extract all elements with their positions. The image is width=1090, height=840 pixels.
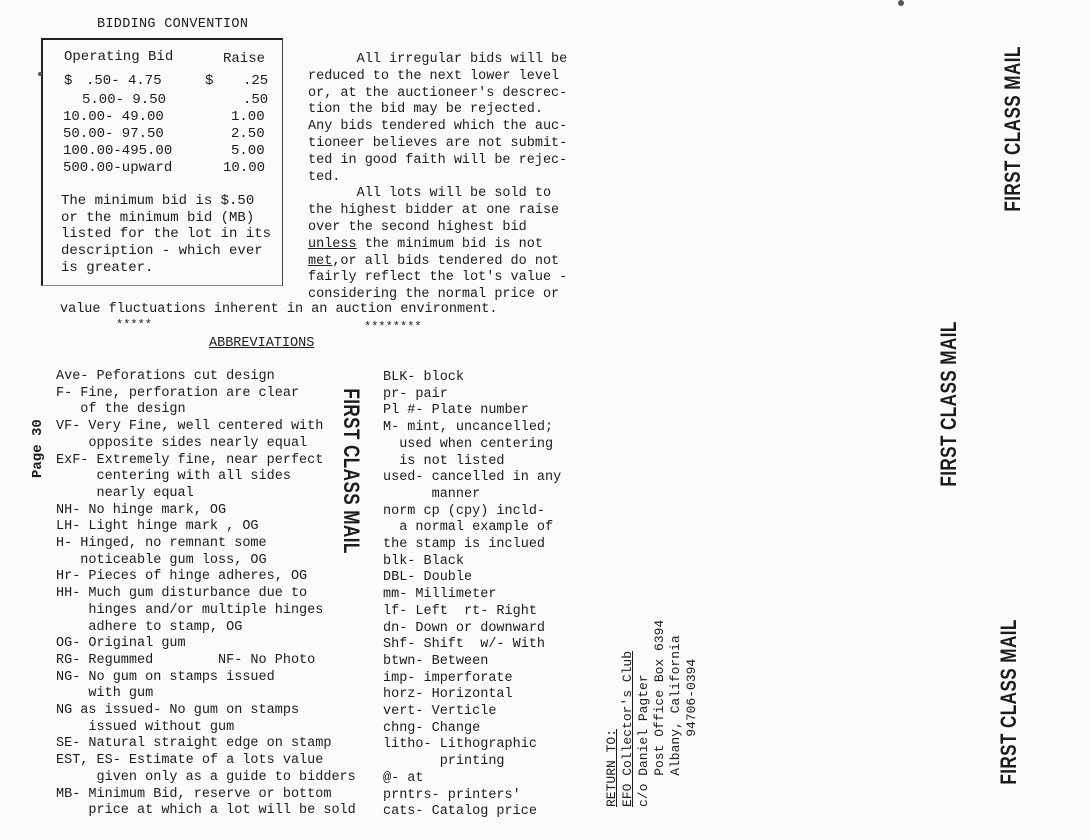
min-bid-line: or the minimum bid (MB) <box>61 209 255 226</box>
para-line: considering the normal price or <box>308 287 560 303</box>
abbreviation-line: centering with all sides <box>56 469 291 485</box>
abbreviation-line: hinges and/or multiple hinges <box>56 602 324 618</box>
first-class-mail-text: FIRST CLASS MAIL <box>339 388 364 554</box>
para-line: or, at the auctioneer's descrec- <box>308 85 568 101</box>
abbreviation-line: used when centering <box>383 436 554 452</box>
raise-dollar-sign: $ <box>205 73 214 89</box>
return-line: 94706-0394 <box>684 658 699 807</box>
para-line: ted. <box>308 169 341 185</box>
stray-mark <box>38 72 42 76</box>
abbreviations-left-column <box>56 369 356 820</box>
bid-dollar-sign: $ <box>64 73 73 89</box>
stray-mark <box>898 0 904 6</box>
para-line: All irregular bids will be <box>308 52 568 67</box>
raise-amount: 5.00 <box>231 143 265 159</box>
para-line: reduced to the next lower level <box>308 68 560 84</box>
abbreviation-line: noticeable gum loss, OG <box>56 552 267 568</box>
first-class-mail-label-3 <box>936 298 962 510</box>
raise-amount: 2.50 <box>231 126 265 142</box>
unless-word: unless <box>308 236 357 252</box>
abbreviation-line: M- mint, uncancelled; <box>383 420 554 436</box>
abbreviation-line: dn- Down or downward <box>383 620 546 636</box>
abbreviation-line: opposite sides nearly equal <box>56 435 308 451</box>
abbreviation-line: the stamp is inclued <box>383 537 546 553</box>
first-class-mail-text: FIRST CLASS MAIL <box>936 321 961 487</box>
abbreviation-line: chng- Change <box>383 720 481 736</box>
first-class-mail-text: FIRST CLASS MAIL <box>996 619 1021 785</box>
para-line: All lots will be sold to <box>308 186 552 202</box>
raise-amount: .25 <box>243 73 269 89</box>
abbreviation-line: with gum <box>56 686 154 702</box>
abbreviation-line: prntrs- printers' <box>383 787 521 803</box>
abbreviation-line: horz- Horizontal <box>383 687 513 703</box>
para-line-met <box>308 254 567 271</box>
abbreviation-line: printing <box>383 754 505 770</box>
min-bid-line: listed for the lot in its <box>61 226 272 243</box>
para-line: Any bids tendered which the auc- <box>308 119 568 135</box>
abbreviations-title: ABBREVIATIONS <box>209 336 315 351</box>
min-bid-line: description - which ever <box>61 243 263 260</box>
abbreviation-line: Shf- Shift w/- With <box>383 637 546 653</box>
min-bid-line: is greater. <box>61 259 154 276</box>
para-line-unless <box>308 237 567 254</box>
abbreviation-line: btwn- Between <box>383 653 489 669</box>
abbreviation-line: RG- Regummed NF- No Photo <box>56 652 316 668</box>
abbreviation-line: MB- Minimum Bid, reserve or bottom <box>56 786 332 802</box>
operating-bid-range: 500.00-upward <box>63 160 173 176</box>
para-line: tioneer believes are not submit- <box>308 135 568 151</box>
abbreviation-line: DBL- Double <box>383 570 473 586</box>
abbreviation-line: lf- Left rt- Right <box>383 603 537 619</box>
minimum-bid-note <box>61 193 271 277</box>
return-line: Albany, California <box>668 635 683 807</box>
abbreviation-line: SE- Natural straight edge on stamp <box>56 736 332 752</box>
abbreviation-line: manner <box>383 486 481 502</box>
para-line: ted in good faith will be rejec- <box>308 152 568 168</box>
abbreviation-line: Hr- Pieces of hinge adheres, OG <box>56 569 308 585</box>
abbreviation-line: norm cp (cpy) incld- <box>383 503 546 519</box>
raise-amount: 10.00 <box>223 160 266 176</box>
abbreviation-line: is not listed <box>383 453 505 469</box>
abbreviation-line: LH- Light hinge mark , OG <box>56 519 259 535</box>
return-line: EFO Collector's Club <box>620 650 635 807</box>
first-class-mail-label-2 <box>1000 23 1026 235</box>
bidding-rules-paragraph <box>308 52 567 304</box>
abbreviation-line: litho- Lithographic <box>383 737 537 753</box>
abbreviation-line: cats- Catalog price <box>383 804 537 820</box>
abbreviation-line: NH- No hinge mark, OG <box>56 502 227 518</box>
separator-stars-right: ******** <box>364 320 422 334</box>
abbreviation-line: NG- No gum on stamps issued <box>56 669 275 685</box>
para-line: the highest bidder at one raise <box>308 203 560 219</box>
abbreviation-line: imp- imperforate <box>383 670 513 686</box>
abbreviation-line: nearly equal <box>56 485 194 501</box>
first-class-mail-label-1 <box>338 365 364 577</box>
abbreviation-line: price at which a lot will be sold <box>56 803 356 819</box>
operating-bid-range: 50.00- 97.50 <box>63 126 164 142</box>
unless-rest: the minimum bid is not <box>356 236 543 252</box>
abbreviation-line: vert- Verticle <box>383 704 497 720</box>
abbreviation-line: NG as issued- No gum on stamps <box>56 703 300 719</box>
abbreviation-line: used- cancelled in any <box>383 470 562 486</box>
para-line: tion the bid may be rejected. <box>308 102 543 118</box>
return-to-label: RETURN TO: <box>604 728 619 807</box>
abbreviations-right-column <box>383 370 561 821</box>
col-raise: Raise <box>223 51 266 67</box>
abbreviation-line: Pl #- Plate number <box>383 403 529 419</box>
para-line: over the second highest bid <box>308 219 527 235</box>
abbreviation-line: given only as a guide to bidders <box>56 769 356 785</box>
met-word: met <box>308 253 333 269</box>
abbreviation-line: mm- Millimeter <box>383 587 497 603</box>
abbreviation-line: VF- Very Fine, well centered with <box>56 419 324 435</box>
value-fluctuations-line: value fluctuations inherent in an auction environment. <box>60 302 498 317</box>
bidding-convention-title: BIDDING CONVENTION <box>97 17 249 32</box>
raise-amount: 1.00 <box>231 109 265 125</box>
operating-bid-range: 5.00- 9.50 <box>82 92 167 108</box>
operating-bid-range: 100.00-495.00 <box>63 143 173 159</box>
col-operating-bid: Operating Bid <box>64 49 174 65</box>
operating-bid-range: .50- 4.75 <box>86 73 162 89</box>
first-class-mail-label-4 <box>996 596 1022 808</box>
abbreviation-line: OG- Original gum <box>56 636 186 652</box>
first-class-mail-text: FIRST CLASS MAIL <box>1000 46 1025 212</box>
abbreviation-line: issued without gum <box>56 719 235 735</box>
operating-bid-range: 10.00- 49.00 <box>63 109 164 125</box>
abbreviation-line: HH- Much gum disturbance due to <box>56 586 308 602</box>
abbreviation-line: EST, ES- Estimate of a lots value <box>56 753 324 769</box>
page-number: Page 30 <box>30 419 46 478</box>
raise-amount: .50 <box>243 92 269 108</box>
return-address <box>604 620 700 807</box>
abbreviation-line: Ave- Peforations cut design <box>56 369 275 384</box>
abbreviation-line: pr- pair <box>383 386 448 402</box>
return-line: Post Office Box 6394 <box>652 619 667 807</box>
met-rest: ,or all bids tendered do not <box>332 253 560 269</box>
para-line: fairly reflect the lot's value - <box>308 270 568 286</box>
min-bid-line: The minimum bid is $.50 <box>61 193 255 209</box>
abbreviation-line: H- Hinged, no remnant some <box>56 536 267 552</box>
separator-stars-left: ***** <box>116 318 153 332</box>
abbreviation-line: adhere to stamp, OG <box>56 619 243 635</box>
abbreviation-line: BLK- block <box>383 370 465 385</box>
abbreviation-line: of the design <box>56 402 186 418</box>
abbreviation-line: a normal example of <box>383 520 554 536</box>
return-line: c/o Daniel Pagter <box>636 674 651 807</box>
abbreviation-line: ExF- Extremely fine, near perfect <box>56 452 324 468</box>
abbreviation-line: blk- Black <box>383 553 465 569</box>
abbreviation-line: F- Fine, perforation are clear <box>56 385 300 401</box>
abbreviation-line: @- at <box>383 770 424 786</box>
